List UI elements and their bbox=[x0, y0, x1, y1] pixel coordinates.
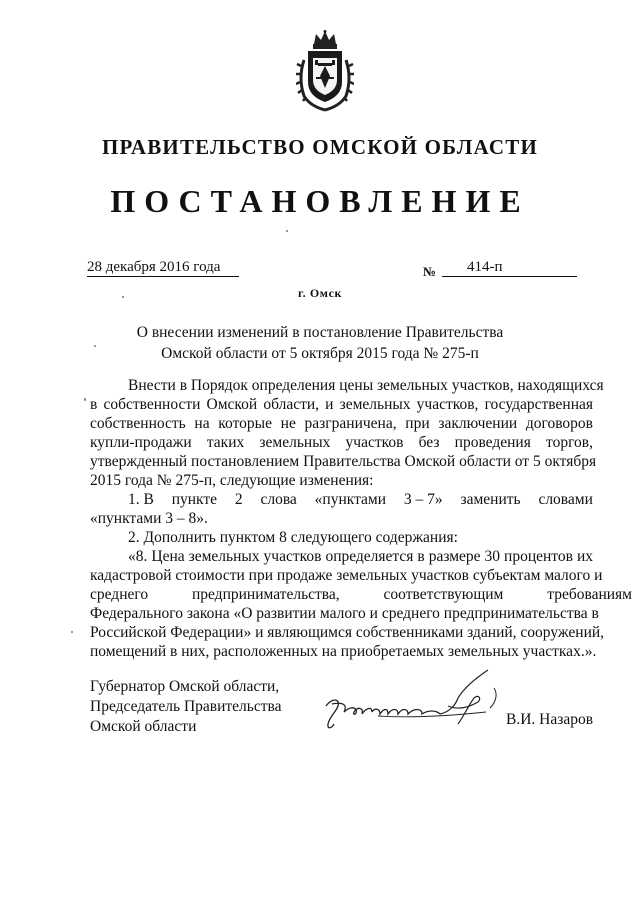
quote-line: помещений в них, расположенных на приобретаемых земельных участках.». bbox=[90, 643, 597, 660]
signatory-title bbox=[90, 677, 282, 737]
document-type-title: ПОСТАНОВЛЕНИЕ bbox=[110, 183, 530, 219]
scan-speck bbox=[94, 345, 96, 347]
signatory-title-line: Губернатор Омской области, bbox=[90, 678, 280, 695]
subject-line: О внесении изменений в постановление Правительства bbox=[136, 324, 504, 341]
scan-speck bbox=[71, 631, 73, 633]
scan-speck bbox=[84, 398, 86, 401]
quote-line: Федерального закона «О развитии малого и среднего предпринимательства в bbox=[90, 605, 599, 622]
item-1-word: 1. В bbox=[128, 491, 154, 508]
body-line: собственность на которые не разграничена, при заключении договоров bbox=[90, 415, 593, 432]
item-1-word: заменить bbox=[460, 491, 521, 508]
document-number: 414-п bbox=[467, 259, 503, 275]
document-body bbox=[90, 376, 632, 661]
item-1-word: слова bbox=[260, 491, 297, 508]
item-1-word: 3 – 7» bbox=[403, 491, 443, 508]
item-1-line bbox=[90, 490, 593, 509]
signatory-title-line: Председатель Правительства bbox=[90, 698, 282, 715]
city-label: г. Омск bbox=[297, 286, 343, 300]
subject-line: Омской области от 5 октября 2015 года № 275-п bbox=[161, 345, 479, 362]
item-1-end: «пунктами 3 – 8». bbox=[90, 510, 208, 527]
signatory-name: В.И. Назаров bbox=[506, 711, 594, 728]
item-1-word: словами bbox=[538, 491, 593, 508]
item-1-word: 2 bbox=[234, 491, 243, 508]
quote-line: Российской Федерации» и являющимся собственниками зданий, сооружений, bbox=[90, 624, 605, 641]
body-line: утвержденный постановлением Правительства Омской области от 5 октября bbox=[90, 453, 597, 470]
quote-line: «8. Цена земельных участков определяется в размере 30 процентов их bbox=[128, 548, 593, 565]
document-subject bbox=[90, 322, 550, 364]
body-line: 2015 года № 275-п, следующие изменения: bbox=[90, 472, 374, 489]
signatory-title-line: Омской области bbox=[90, 718, 197, 735]
quote-line: кадастровой стоимости при продаже земельных участков субъектам малого и bbox=[90, 567, 603, 584]
handwritten-signature bbox=[318, 668, 508, 734]
body-line: Внести в Порядок определения цены земельных участков, находящихся bbox=[128, 377, 604, 394]
item-1-word: пункте bbox=[171, 491, 218, 508]
body-line: в собственности Омской области, и земельных участков, государственная bbox=[90, 396, 593, 413]
document-date: 28 декабря 2016 года bbox=[87, 259, 239, 277]
item-2-line: 2. Дополнить пунктом 8 следующего содержания: bbox=[128, 529, 458, 546]
document-number-field bbox=[442, 259, 577, 277]
coat-of-arms-icon bbox=[296, 30, 354, 112]
government-title: ПРАВИТЕЛЬСТВО ОМСКОЙ ОБЛАСТИ bbox=[101, 135, 538, 159]
body-line: купли-продажи таких земельных участков без проведения торгов, bbox=[90, 434, 593, 451]
scan-speck bbox=[286, 230, 288, 232]
quote-line: среднего предпринимательства, соответствующим требованиям bbox=[90, 586, 632, 603]
number-sign: № bbox=[423, 264, 437, 279]
scan-speck bbox=[122, 296, 124, 298]
item-1-word: «пунктами bbox=[314, 491, 387, 508]
